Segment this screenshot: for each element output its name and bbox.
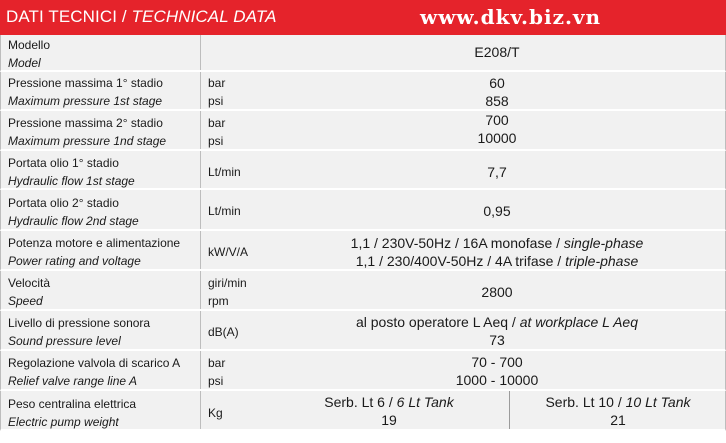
unit-text: bar <box>208 76 226 90</box>
unit-divider <box>200 151 201 188</box>
row-label <box>8 314 150 350</box>
page-title <box>6 7 277 27</box>
spec-table <box>0 35 726 431</box>
value-text: 7,7 <box>487 164 507 180</box>
unit-text: psi <box>208 94 224 108</box>
spec-row <box>0 151 726 190</box>
value-text: 60 <box>489 75 505 91</box>
value-cell <box>269 234 725 270</box>
row-label <box>8 74 163 110</box>
row-label <box>8 114 166 150</box>
label-italian: Regolazione valvola di scarico A <box>8 356 181 370</box>
tank-weight: 21 <box>610 412 626 428</box>
value-cell <box>269 202 725 220</box>
row-label <box>8 354 180 390</box>
unit-text: rpm <box>208 294 229 308</box>
value-cell <box>269 163 725 181</box>
header-bar <box>0 0 726 35</box>
unit-divider <box>200 190 201 229</box>
unit-cell <box>208 74 225 110</box>
unit-cell <box>208 274 247 310</box>
label-english: Hydraulic flow 1st stage <box>8 174 135 188</box>
value-plain: 1,1 / 230V-50Hz / 16A monofase / <box>350 235 564 251</box>
unit-divider <box>200 35 201 70</box>
unit-divider <box>200 111 201 149</box>
label-italian: Peso centralina elettrica <box>8 397 137 411</box>
value-italic: single-phase <box>563 235 644 251</box>
value-text: 2800 <box>481 284 513 300</box>
unit-cell <box>208 114 225 150</box>
value-text <box>269 252 725 270</box>
unit-divider <box>200 391 201 429</box>
tank-weight: 19 <box>381 412 397 428</box>
value-text: 73 <box>489 332 505 348</box>
unit-divider <box>200 351 201 389</box>
unit-cell <box>208 163 241 181</box>
value-text: 0,95 <box>483 203 511 219</box>
unit-divider <box>200 72 201 109</box>
label-italian: Portata olio 2° stadio <box>8 196 119 210</box>
tank-name-italian: Serb. Lt 10 / <box>545 394 626 410</box>
row-label <box>8 194 139 230</box>
label-english: Maximum pressure 1st stage <box>8 94 163 108</box>
tank-column <box>269 393 509 429</box>
unit-divider <box>200 311 201 349</box>
unit-text: Lt/min <box>208 165 241 179</box>
unit-divider <box>200 231 201 269</box>
unit-cell <box>208 354 225 390</box>
label-english: Sound pressure level <box>8 334 121 348</box>
value-cell <box>269 313 725 349</box>
label-italian: Modello <box>8 38 51 52</box>
label-english: Maximum pressure 1nd stage <box>8 134 167 148</box>
row-label <box>8 36 50 72</box>
value-plain: al posto operatore L Aeq / <box>355 314 520 330</box>
spec-row <box>0 35 726 72</box>
value-plain: 1,1 / 230/400V-50Hz / 4A trifase / <box>355 253 566 269</box>
label-english: Model <box>8 56 41 70</box>
label-english: Electric pump weight <box>8 415 119 429</box>
value-text: E208/T <box>474 44 520 60</box>
value-text <box>269 313 725 331</box>
unit-cell <box>208 404 223 422</box>
title-italian: DATI TECNICI / <box>6 7 132 26</box>
label-italian: Pressione massima 1° stadio <box>8 76 163 90</box>
value-cell <box>269 283 725 301</box>
value-cell <box>269 74 725 110</box>
spec-row <box>0 231 726 271</box>
unit-cell <box>208 202 241 220</box>
spec-row <box>0 311 726 351</box>
tank-name <box>509 393 726 411</box>
spec-row <box>0 351 726 391</box>
label-english: Power rating and voltage <box>8 254 141 268</box>
label-italian: Velocità <box>8 276 51 290</box>
value-text: 10000 <box>477 130 517 146</box>
spec-row <box>0 111 726 151</box>
value-cell <box>269 353 725 389</box>
unit-cell <box>208 243 248 261</box>
spec-row <box>0 190 726 231</box>
unit-text: dB(A) <box>208 325 239 339</box>
unit-text: Lt/min <box>208 204 241 218</box>
unit-divider <box>200 271 201 309</box>
row-label <box>8 234 180 270</box>
unit-text: bar <box>208 116 226 130</box>
label-italian: Pressione massima 2° stadio <box>8 116 163 130</box>
website-url: www.dkv.biz.vn <box>420 5 602 29</box>
label-english: Speed <box>8 294 43 308</box>
tank-name-english: 10 Lt Tank <box>625 394 691 410</box>
label-italian: Livello di pressione sonora <box>8 316 151 330</box>
spec-row <box>0 391 726 431</box>
tank-name-english: 6 Lt Tank <box>396 394 454 410</box>
unit-text: kW/V/A <box>208 245 249 259</box>
tank-column <box>509 393 726 429</box>
unit-text: Kg <box>208 406 223 420</box>
value-text <box>269 234 725 252</box>
unit-text: psi <box>208 134 224 148</box>
title-english: TECHNICAL DATA <box>131 7 277 26</box>
value-text: 1000 - 10000 <box>455 372 539 388</box>
value-italic: triple-phase <box>565 253 639 269</box>
label-english: Relief valve range line A <box>8 374 137 388</box>
value-text: 858 <box>485 93 509 109</box>
row-label <box>8 274 50 310</box>
value-text: 700 <box>485 112 509 128</box>
value-cell <box>269 43 725 61</box>
value-italic: at workplace L Aeq <box>519 314 638 330</box>
unit-text: giri/min <box>208 276 247 290</box>
column-divider <box>509 391 510 429</box>
value-text: 70 - 700 <box>471 354 523 370</box>
tank-name <box>269 393 509 411</box>
label-italian: Potenza motore e alimentazione <box>8 236 181 250</box>
value-cell <box>269 111 725 147</box>
row-label <box>8 395 136 431</box>
row-label <box>8 154 135 190</box>
label-english: Hydraulic flow 2nd stage <box>8 214 139 228</box>
label-italian: Portata olio 1° stadio <box>8 156 119 170</box>
tank-name-italian: Serb. Lt 6 / <box>324 394 397 410</box>
unit-text: bar <box>208 356 226 370</box>
unit-text: psi <box>208 374 224 388</box>
spec-row <box>0 72 726 111</box>
unit-cell <box>208 323 239 341</box>
spec-row <box>0 271 726 311</box>
